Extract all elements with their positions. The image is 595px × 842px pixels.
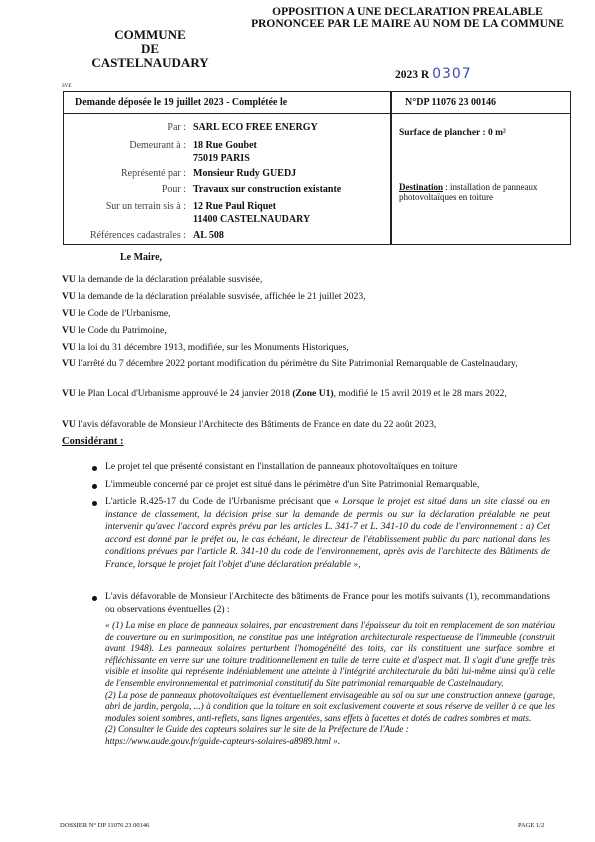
commune-line: DE	[140, 41, 160, 56]
vu-text: le Code de l'Urbanisme,	[75, 308, 171, 319]
bullet-dot	[92, 484, 97, 489]
vu-prefix: VU	[62, 342, 76, 353]
destination-text: : installation de panneaux photovoltaïques en toiture	[399, 182, 538, 202]
considerant-heading: Considérant :	[62, 436, 124, 447]
field-value: 11400 CASTELNAUDARY	[193, 214, 311, 225]
surface-plancher: Surface de plancher : 0 m²	[399, 128, 506, 138]
dossier-info-box	[391, 91, 571, 245]
vu-line	[62, 387, 572, 400]
vu-text: l'avis défavorable de Monsieur l'Architecte des Bâtiments de France en date du 22 août 2023,	[75, 419, 437, 430]
vu-text: le Plan Local d'Urbanisme approuvé le 24 janvier 2018	[75, 388, 293, 399]
vu-prefix: VU	[62, 388, 76, 399]
quote-paragraph: (2) La pose de panneaux photovoltaïques est éventuellement envisageable au sol ou sur une construction annexe (garage, abri de jardin, pergola, ...) à condition que la toiture en soit exclusivement couverte et sous réserve de veiller à ce que les modules soient sombres, anti-reflets, sans lignes argentées, sans effets à facettes et dotés de cadres sombres et mats.	[105, 689, 555, 723]
field-label: Demeurant à :	[129, 140, 186, 151]
vu-line	[62, 307, 572, 320]
guide-link[interactable]: https://www.aude.gouv.fr/guide-capteurs-solaires-a8989.html ».	[105, 735, 341, 746]
sve-mark: SVE	[62, 84, 72, 89]
field-label: Représenté par :	[121, 168, 186, 179]
bullet-item	[105, 496, 550, 571]
vu-text: , modifié le 15 avril 2019 et le 28 mars 2022,	[333, 388, 507, 399]
vu-text: l'arrêté du 7 décembre 2022 portant modification du périmètre du Site Patrimonial Remarquable de Castelnaudary,	[75, 358, 518, 369]
vu-line	[62, 290, 572, 303]
bullet-dot	[92, 466, 97, 471]
vu-zone: (Zone U1)	[292, 388, 334, 399]
vu-text: la demande de la déclaration préalable susvisée, affichée le 21 juillet 2023,	[75, 291, 366, 302]
vu-prefix: VU	[62, 419, 76, 430]
commune-line: COMMUNE	[114, 27, 186, 42]
arrete-prefix: 2023 R	[395, 69, 430, 81]
vu-line	[62, 273, 572, 286]
vu-prefix: VU	[62, 308, 76, 319]
arrete-number	[395, 66, 472, 82]
field-label: Références cadastrales :	[89, 230, 186, 241]
vu-line	[62, 341, 572, 354]
bullet-text: L'immeuble concerné par ce projet est situé dans le périmètre d'un Site Patrimonial Remarquable,	[105, 479, 480, 490]
field-value: SARL ECO FREE ENERGY	[193, 122, 318, 133]
title-line: OPPOSITION A UNE DECLARATION PREALABLE	[272, 6, 543, 18]
field-label: Sur un terrain sis à :	[105, 201, 186, 212]
bullet-text: L'avis défavorable de Monsieur l'Architecte des bâtiments de France pour les motifs suivants (1), recommandations ou observations éventuelles (2) :	[105, 591, 550, 615]
document-title	[240, 6, 575, 30]
vu-text: le Code du Patrimoine,	[75, 325, 167, 336]
field-label: Par :	[167, 122, 186, 133]
field-value: Monsieur Rudy GUEDJ	[193, 168, 297, 179]
arrete-handwritten-number: 0307	[432, 66, 472, 82]
destination-label: Destination	[399, 182, 444, 192]
bullet-item	[105, 461, 550, 474]
title-line: PRONONCEE PAR LE MAIRE AU NOM DE LA COMMUNE	[251, 18, 564, 30]
abf-quote	[105, 620, 555, 748]
footer-dossier: DOSSIER N° DP 11076 23 00146	[60, 822, 150, 829]
vu-prefix: VU	[62, 274, 76, 285]
divider	[392, 113, 570, 114]
field-value: 12 Rue Paul Riquet	[193, 201, 277, 212]
dossier-number: N°DP 11076 23 00146	[405, 97, 496, 108]
bullet-text: Le projet tel que présenté consistant en l'installation de panneaux photovoltaïques en toiture	[105, 461, 458, 472]
demande-date: Demande déposée le 19 juillet 2023 - Complétée le	[75, 97, 288, 108]
bullet-item	[105, 479, 550, 492]
field-label: Pour :	[161, 184, 186, 195]
destination	[399, 182, 559, 202]
vu-line	[62, 418, 572, 431]
commune-line: CASTELNAUDARY	[91, 55, 209, 70]
bullet-italic-text: Lorsque le projet est situé dans un site classé ou en instance de classement, la décision prise sur la demande de permis ou sur la déclaration préalable ne peut intervenir qu'avec l'accord exprès prévu par les articles L. 341-7 et L. 341-10 du code de l'environnement : a) Cet accord est donné par le préfet ou, le cas échéant, le directeur de l'établissement public du parc national dans les conditions prévues par l'article R. 341-10 du code de l'environnement, après avis de l'architecte des Bâtiments de France, lorsque le projet fait l'objet d'une déclaration préalable »,	[105, 496, 550, 570]
vu-prefix: VU	[62, 325, 76, 336]
divider	[64, 113, 390, 114]
bullet-item	[105, 591, 550, 616]
bullet-dot	[92, 501, 97, 506]
field-value: 75019 PARIS	[193, 153, 250, 164]
vu-line	[62, 324, 572, 337]
commune-name	[80, 28, 220, 70]
quote-paragraph: « (1) La mise en place de panneaux solaires, par encastrement dans l'épaisseur du toit en remplacement de son matériau de couverture ou en surimposition, ne constitue pas une intégration architecturale respectueuse de l'immeuble (construit avant 1948). Les panneaux solaires perturbent l'homogénéité des toits, car ils constituent une surface sombre et réfléchissante en verre sur une toiture traditionnellement en tuile de terre cuite et d'aspect mat. Il s'agit d'une greffe très visible et insolite qui représente indéniablement une atteinte à l'intégrité architecturale du bâti lui-même ainsi qu'à celle de l'ensemble environnemental et patrimonial constitutif du Site patrimonial remarquable de Castelnaudary.	[105, 620, 555, 688]
vu-text: la demande de la déclaration préalable susvisée,	[75, 274, 263, 285]
vu-text: la loi du 31 décembre 1913, modifiée, sur les Monuments Historiques,	[75, 342, 349, 353]
footer-page: PAGE 1/2	[518, 822, 545, 829]
quote-paragraph: (2) Consulter le Guide des capteurs solaires sur le site de la Préfecture de l'Aude :	[105, 724, 409, 735]
field-value: AL 508	[193, 230, 224, 241]
field-value: Travaux sur construction existante	[193, 184, 342, 195]
bullet-dot	[92, 596, 97, 601]
vu-prefix: VU	[62, 291, 76, 302]
bullet-text: L'article R.425-17 du Code de l'Urbanisme précisant que «	[105, 496, 343, 507]
field-value: 18 Rue Goubet	[193, 140, 257, 151]
le-maire: Le Maire,	[120, 252, 163, 263]
vu-line	[62, 357, 572, 370]
vu-prefix: VU	[62, 358, 76, 369]
